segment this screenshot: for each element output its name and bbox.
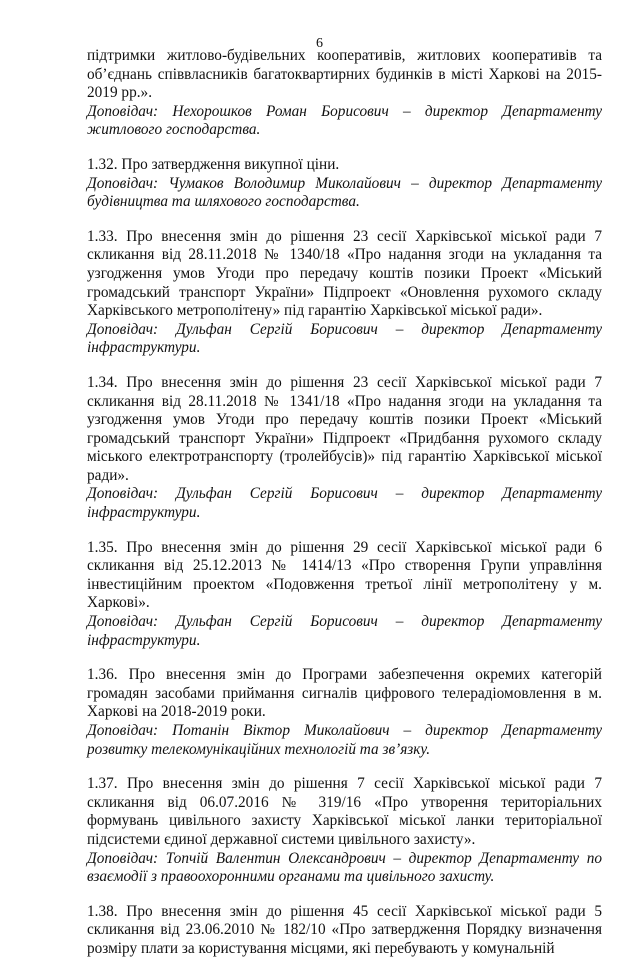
spacer <box>87 523 602 539</box>
agenda-item-1-32-speaker: Доповідач: Чумаков Володимир Миколайович – директор Департаменту будівництва та шляхового господарства. <box>87 174 602 211</box>
agenda-item-1-38: 1.38. Про внесення змін до рішення 45 сесії Харківської міської ради 5 скликання від 23.06.2010 № 182/10 «Про затвердження Порядку визначення розміру плати за користування місцями, які перебувають у комунальній <box>87 902 602 957</box>
spacer <box>87 887 602 903</box>
agenda-item-1-33: 1.33. Про внесення змін до рішення 23 сесії Харківської міської ради 7 скликання від 28.11.2018 № 1340/18 «Про надання згоди на укладання та узгодження умов Угоди про передачу коштів позики Проект «Міський громадський транспорт України» Підпроект «Оновлення рухомого складу Харківського метрополітену» під гарантію Харківської міської ради». <box>87 227 602 320</box>
spacer <box>87 650 602 666</box>
page-number: 6 <box>316 36 323 51</box>
spacer <box>87 140 602 156</box>
agenda-item-1-35-speaker: Доповідач: Дульфан Сергій Борисович – директор Департаменту інфраструктури. <box>87 613 602 649</box>
agenda-item-1-37: 1.37. Про внесення змін до рішення 7 сесії Харківської міської ради 7 скликання від 06.07.2016 № 319/16 «Про утворення територіальних формувань цивільного захисту Харківської міської ланки територіальної підсистеми єдиної державної системи цивільного захисту». <box>87 775 602 848</box>
agenda-item-1-34: 1.34. Про внесення змін до рішення 23 сесії Харківської міської ради 7 скликання від 28.11.2018 № 1341/18 «Про надання згоди на укладання та узгодження умов Угоди про передачу коштів позики Проект «Міський громадський транспорт України» Підпроект «Придбання рухомого складу міського електротранспорту (тролейбусів)» під гарантію Харківської міської ради». <box>87 373 602 484</box>
document-body <box>87 47 602 959</box>
spacer <box>87 212 602 228</box>
agenda-item-1-34-speaker: Доповідач: Дульфан Сергій Борисович – директор Департаменту інфраструктури. <box>87 485 602 522</box>
spacer <box>87 759 602 775</box>
agenda-item-1-36-speaker: Доповідач: Потанін Віктор Миколайович – директор Департаменту розвитку телекомунікаційних технологій та зв’язку. <box>87 722 602 758</box>
agenda-item-1-35: 1.35. Про внесення змін до рішення 29 сесії Харківської міської ради 6 скликання від 25.12.2013 № 1414/13 «Про створення Групи управління інвестиційним проектом «Подовження третьої лінії метрополітену у м. Харкові». <box>87 538 602 612</box>
agenda-item-1-32: 1.32. Про затвердження викупної ціни. <box>87 155 340 173</box>
continuation-text: підтримки житлово-будівельних кооперативів, житлових кооперативів та об’єднань співвласників багатоквартирних будинків в місті Харкові на 2015-2019 рр.». <box>87 47 602 102</box>
agenda-item-1-37-speaker: Доповідач: Топчій Валентин Олександрович – директор Департаменту по взаємодії з правоохоронними органами та цивільного захисту. <box>87 849 602 886</box>
agenda-item-1-36: 1.36. Про внесення змін до Програми забезпечення окремих категорій громадян засобами приймання сигналів цифрового телерадіомовлення в м. Харкові на 2018-2019 роки. <box>87 666 602 721</box>
continuation-speaker: Доповідач: Нехорошков Роман Борисович – директор Департаменту житлового господарства. <box>87 102 602 139</box>
agenda-item-1-33-speaker: Доповідач: Дульфан Сергій Борисович – директор Департаменту інфраструктури. <box>87 320 602 357</box>
spacer <box>87 358 602 374</box>
